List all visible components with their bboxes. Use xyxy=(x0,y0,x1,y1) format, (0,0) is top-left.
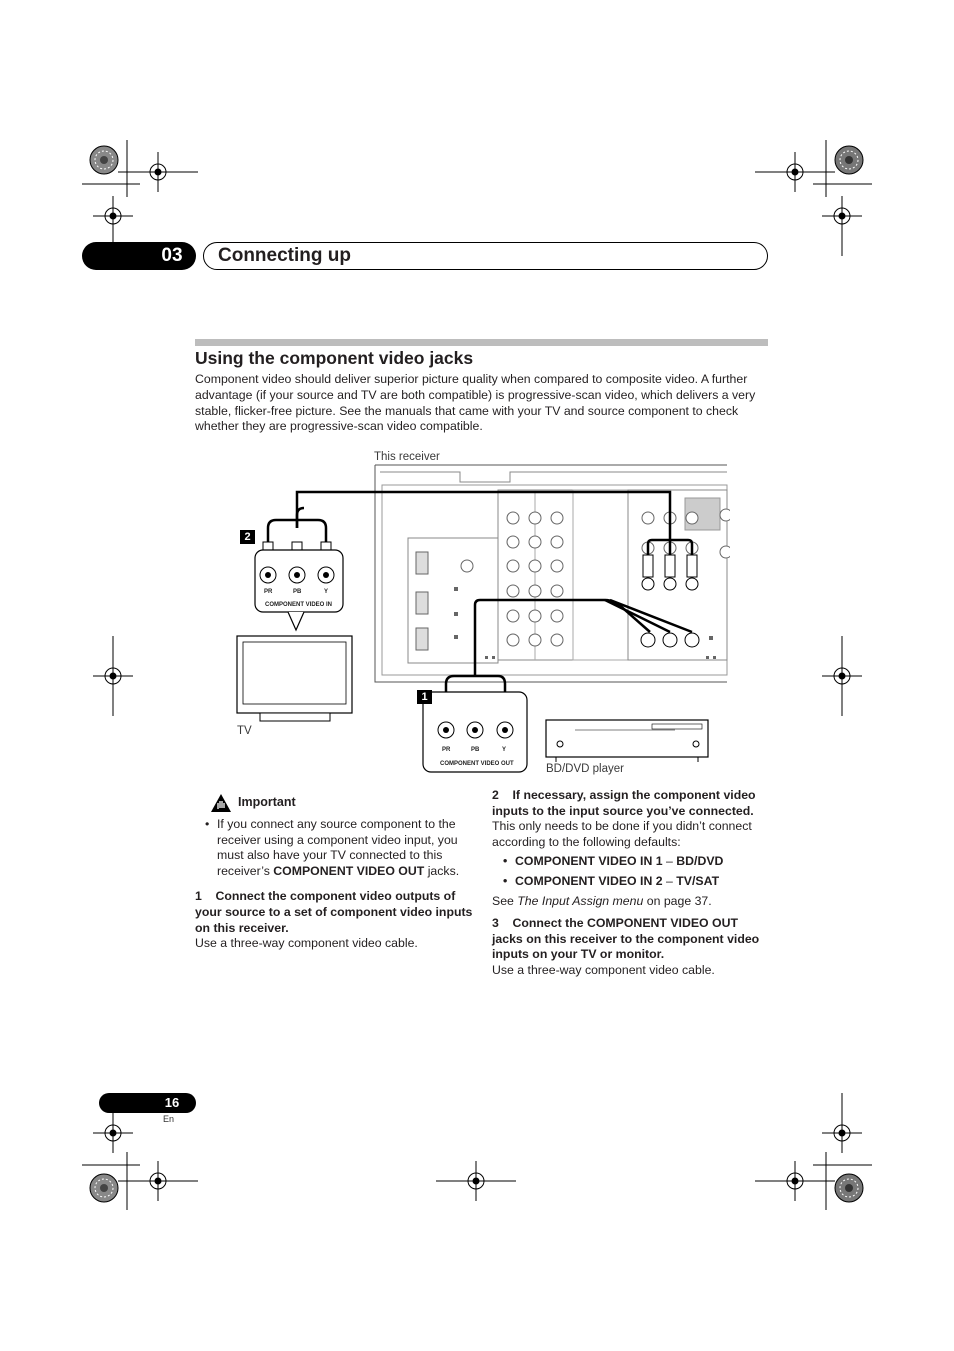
right-column xyxy=(492,788,770,979)
tv-jack-caption: COMPONENT VIDEO IN xyxy=(265,602,333,608)
default-item xyxy=(492,874,770,890)
important-heading-row xyxy=(210,793,475,813)
default-sep: – xyxy=(662,854,677,869)
tv-jack-label-pr: PR xyxy=(264,589,273,595)
step-3 xyxy=(492,916,770,978)
step-3-title xyxy=(492,916,770,963)
tv-jack-label-pb: PB xyxy=(293,589,302,595)
see-title: The Input Assign menu xyxy=(517,893,644,908)
page-number: 16 xyxy=(164,1095,180,1110)
section-intro xyxy=(195,372,773,435)
step-3-body: Use a three-way component video cable. xyxy=(492,962,715,977)
see-prefix: See xyxy=(492,893,518,908)
step-1 xyxy=(195,889,475,951)
step-1-title xyxy=(195,889,475,936)
step-2-body: This only needs to be done if you didn’t connect according to the following defaults: xyxy=(492,819,752,849)
player-jack-label-pb: PB xyxy=(471,747,480,753)
default-sep: – xyxy=(662,873,677,888)
see-reference xyxy=(492,894,770,910)
step-2 xyxy=(492,788,770,850)
step-1-number: 1 xyxy=(195,889,202,904)
player-jack-panel xyxy=(423,692,527,772)
receiver-small-jacks xyxy=(454,587,716,659)
player-jack-caption: COMPONENT VIDEO OUT xyxy=(440,761,514,767)
cable-from-player xyxy=(446,600,692,698)
step-1-title-text: Connect the component video outputs of your source to a set of component video inputs on this receiver. xyxy=(195,889,473,935)
step-2-number: 2 xyxy=(492,788,499,802)
tv-jack-label-y: Y xyxy=(324,589,329,595)
default-source: BD/DVD xyxy=(676,854,724,869)
receiver-in-plugs xyxy=(641,633,699,647)
important-text-bold: COMPONENT VIDEO OUT xyxy=(273,863,425,878)
important-heading: Important xyxy=(238,795,296,810)
important-text-2: jacks. xyxy=(424,863,460,878)
step-2-title-text: If necessary, assign the component video inputs to the input source you’ve connected. xyxy=(492,788,756,818)
step-1-body: Use a three-way component video cable. xyxy=(195,936,418,951)
player-illustration xyxy=(546,720,708,762)
step-3-title-text: Connect the COMPONENT VIDEO OUT jacks on this receiver to the component video inputs on your TV or monitor. xyxy=(492,916,760,962)
step-badge-player: 1 xyxy=(417,690,432,704)
page-language: En xyxy=(163,1114,175,1124)
default-item xyxy=(492,854,770,870)
see-suffix: on page 37. xyxy=(643,893,712,908)
step-badge-tv: 2 xyxy=(240,530,255,544)
left-column xyxy=(195,793,475,952)
important-item xyxy=(195,817,475,879)
section-title: Using the component video jacks xyxy=(195,348,474,368)
section-rule xyxy=(195,339,768,346)
chapter-number: 03 xyxy=(161,245,183,266)
tv-label: TV xyxy=(237,725,252,737)
default-source: TV/SAT xyxy=(676,873,720,888)
player-label: BD/DVD player xyxy=(546,763,624,775)
tv-illustration xyxy=(237,636,352,721)
default-input: COMPONENT VIDEO IN 1 xyxy=(515,854,663,869)
chapter-title: Connecting up xyxy=(218,245,351,266)
defaults-list xyxy=(492,854,770,889)
hand-icon xyxy=(210,793,232,813)
important-text-1: If you connect any source component to the receiver using a component video input, you must also have your TV connected to this receiver’s xyxy=(217,817,458,878)
step-3-number: 3 xyxy=(492,916,499,931)
default-input: COMPONENT VIDEO IN 2 xyxy=(515,873,663,888)
connection-diagram xyxy=(230,460,730,780)
player-jack-label-pr: PR xyxy=(442,747,451,753)
important-list xyxy=(195,817,475,879)
step-2-title xyxy=(492,788,770,819)
player-jack-label-y: Y xyxy=(502,747,507,753)
receiver-out-plugs xyxy=(642,555,698,590)
intro-paragraph: Component video should deliver superior picture quality when compared to composite video. A further advantage (if your source and TV are both compatible) is progressive-scan video, which delivers a very stable, flicker-free picture. See the manuals that came with your TV and source component to check whether they are progressive-scan video compatible. xyxy=(195,372,756,434)
receiver-label: This receiver xyxy=(374,451,440,463)
